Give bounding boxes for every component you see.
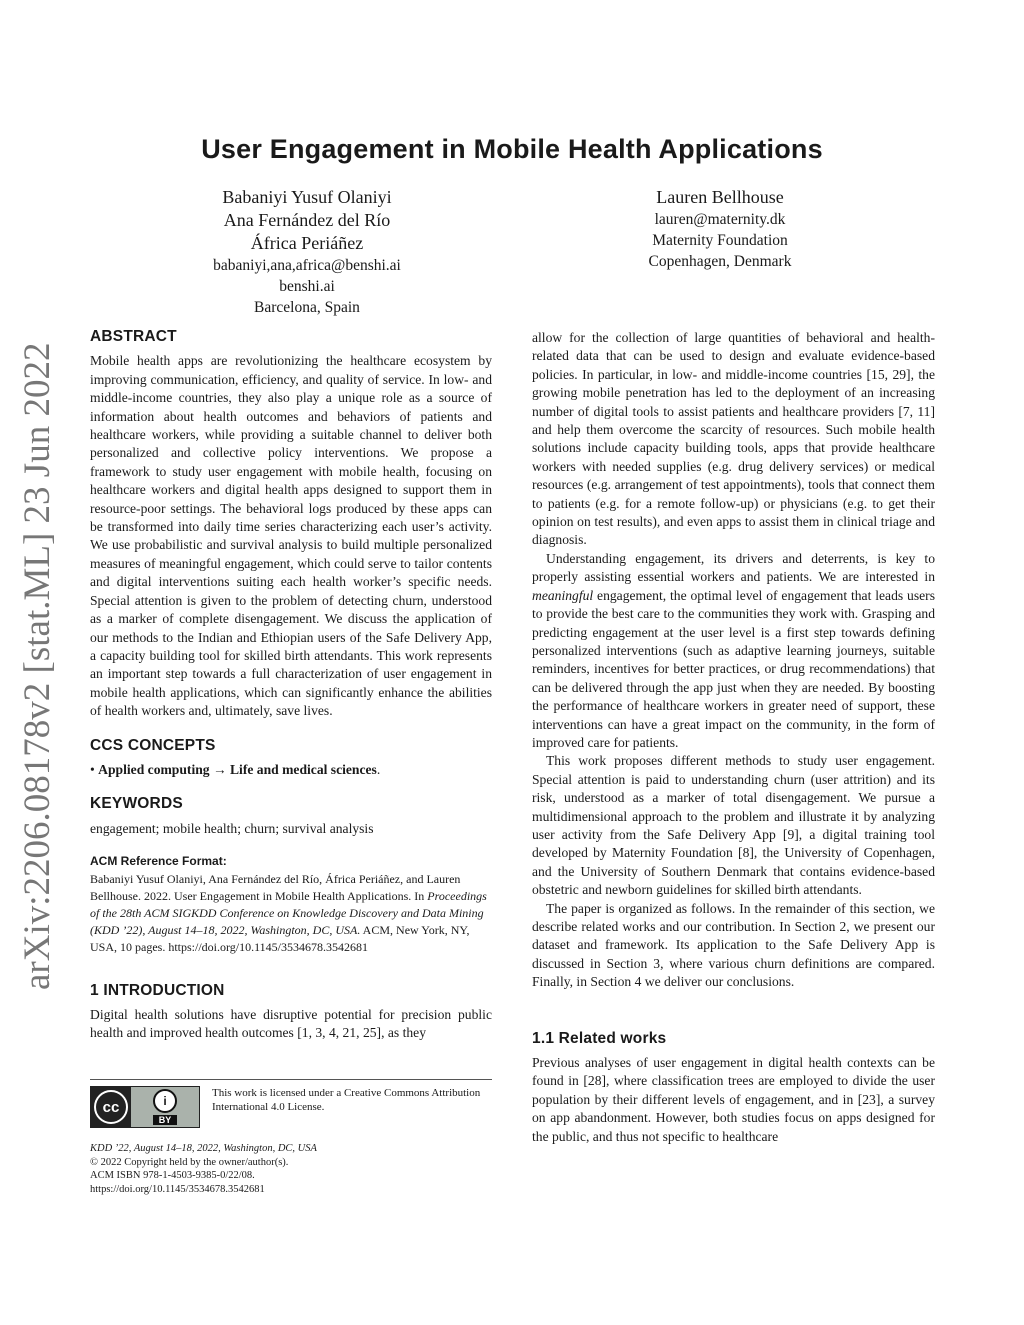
isbn: ACM ISBN 978-1-4503-9385-0/22/08. [90, 1170, 255, 1181]
intro-p2-start: Understanding engagement, its drivers and deterrents, is key to properly assisting essential workers and patients. We are interested in [532, 550, 935, 585]
author-block-right [590, 186, 850, 272]
acm-reference-text [90, 871, 492, 956]
ccs-item: Applied computing → Life and medical sciences [98, 761, 377, 777]
author-email: lauren@maternity.dk [654, 211, 786, 228]
intro-paragraph-3: This work proposes different methods to study user engagement. Special attention is paid to understanding churn (user attrition) and its risk, understood as a marker of total disengagement. We pursue a multidimensional approach to the problem and illustrate it by analyzing user activity from the Safe Delivery App [9], a digital training tool developed by Maternity Foundation [8], the University of Copenhagen, and the University of Southern Denmark that contains evidence-based obstetric and newborn guidelines for skilled birth attendants. [532, 753, 935, 898]
abstract-text: Mobile health apps are revolutionizing the healthcare ecosystem by improving communication, efficiency, and quality of service. In low- and middle-income countries, they also play a unique role as a source of information about health outcomes and behaviors of patients and healthcare workers, while providing a suitable channel to deliver both personalized and collective policy interventions. We propose a framework to study user engagement with mobile health, focusing on healthcare workers and digital health apps designed to support them in resource-poor settings. The behavioral logs produced by these apps can be transformed into daily time series characterizing each user’s activity. We use probabilistic and survival analysis to build multiple personalized measures of meaningful engagement, which could serve to tailor contents and digital interventions suiting each health worker’s specific needs. Special attention is given to the problem of detecting churn, understood as a marker of complete disengagement. We discuss the application of our methods to the Indian and Ethiopian users of the Safe Delivery App, a capacity building tool for skilled birth attendants. This work represents an important step towards a full characterization of user engagement in mobile health applications, which can significantly enhance the abilities of health workers and, ultimately, save lives. [90, 353, 492, 719]
ccs-heading: CCS CONCEPTS [90, 736, 216, 754]
reference-publisher: ACM, New York, NY, USA, 10 pages. https://doi.org/10.1145/3534678.3542681 [90, 922, 470, 954]
attribution-icon: i [153, 1089, 177, 1113]
doi-link[interactable]: https://doi.org/10.1145/3534678.3542681 [90, 1183, 265, 1195]
author-name: Babaniyi Yusuf Olaniyi [222, 187, 392, 207]
author-affiliation: Maternity Foundation [652, 232, 788, 249]
right-column [532, 329, 935, 1146]
intro-paragraph-4: The paper is organized as follows. In the remainder of this section, we describe related works and our contribution. In Section 2, we present our dataset and framework. Its application to the Safe Delivery App is discussed in Section 3, where various churn definitions are compared. Finally, in Section 4 we deliver our conclusions. [532, 900, 935, 990]
by-label: BY [153, 1115, 178, 1125]
author-block-left [157, 186, 457, 318]
author-name: Lauren Bellhouse [656, 187, 784, 207]
intro-p2-emphasis: meaningful [532, 587, 594, 603]
cc-icon: cc [94, 1090, 128, 1124]
related-works-text: Previous analyses of user engagement in digital health contexts can be found in [28], where classification trees are employed to divide the user population by their different levels of engagement, and in [23], a survey on app abandonment. However, both studies focus on apps designed for the public, and thus not specific to healthcare [532, 1055, 935, 1144]
license-block [90, 1079, 492, 1196]
arxiv-identifier: arXiv:2206.08178v2 [stat.ML] 23 Jun 2022 [17, 342, 58, 990]
author-email: babaniyi,ana,africa@benshi.ai [213, 257, 401, 274]
paper-title: User Engagement in Mobile Health Applications [201, 134, 823, 164]
intro-paragraph-2 [532, 550, 935, 752]
author-location: Barcelona, Spain [254, 299, 360, 316]
acm-reference-heading: ACM Reference Format: [90, 854, 227, 869]
cc-by-badge [90, 1086, 200, 1128]
left-column [90, 328, 492, 1043]
introduction-heading: 1 INTRODUCTION [90, 981, 225, 999]
ccs-bullet: • [90, 761, 95, 777]
author-location: Copenhagen, Denmark [648, 253, 792, 270]
license-divider [90, 1079, 492, 1080]
license-text: This work is licensed under a Creative Commons Attribution International 4.0 License. [212, 1087, 481, 1113]
ccs-period: . [376, 761, 381, 777]
conference-info: KDD ’22, August 14–18, 2022, Washington, DC, USA [90, 1143, 317, 1154]
intro-paragraph-1: allow for the collection of large quantities of behavioral and health-related data that can be used to design and evaluate evidence-based policies. In particular, in low- and middle-income countries [15, 29], the growing mobile penetration has led to the deployment of an increasing number of digital tools to assist patients and healthcare providers [7, 11] and help them overcome the scarcity of resources. Such mobile health solutions include capacity building tools, apps that provide healthcare workers with needed supplies (e.g. drug delivery services) or medical resources (e.g. arrangement of test appointments), tools that connect them to patients (e.g. for a remote follow-up) or physicians (e.g. to get their opinion on test results), and even apps to assist them in clinical triage and diagnosis. [532, 330, 935, 548]
intro-p2-end: engagement, the optimal level of engagement that leads users to provide the best care to the communities they work with. Grasping and predicting engagement at the user level is a first step towards defining personalized interventions (such as adaptive learning journeys, suitable reminders, incentives for better practices, or drug recommendations) that can be delivered through the app just when they are needed. By boosting the performance of healthcare workers in greater need of support, these interventions can have a great impact on the community, in the form of improved care for patients. [532, 587, 935, 750]
keywords-heading: KEYWORDS [90, 795, 183, 813]
reference-authors: Babaniyi Yusuf Olaniyi, Ana Fernández del Río, África Periáñez, and Lauren Bellhouse. 2022. User Engagement in Mobile Health Applications. In [90, 871, 461, 903]
keywords-text: engagement; mobile health; churn; survival analysis [90, 820, 374, 836]
copyright: © 2022 Copyright held by the owner/author(s). [90, 1156, 289, 1168]
author-name: África Periáñez [250, 233, 364, 253]
reference-venue: Proceedings of the 28th ACM SIGKDD Conference on Knowledge Discovery and Data Mining (KDD ’22), August 14–18, 2022, Washington, DC, USA. [90, 888, 487, 937]
author-name: Ana Fernández del Río [223, 210, 391, 230]
author-affiliation: benshi.ai [279, 278, 335, 295]
abstract-heading: ABSTRACT [90, 328, 177, 345]
introduction-text: Digital health solutions have disruptive potential for precision public health and improved health outcomes [1, 3, 4, 21, 25], as they [90, 1006, 492, 1041]
related-works-heading: 1.1 Related works [532, 1029, 667, 1047]
ccs-concepts [90, 761, 492, 779]
